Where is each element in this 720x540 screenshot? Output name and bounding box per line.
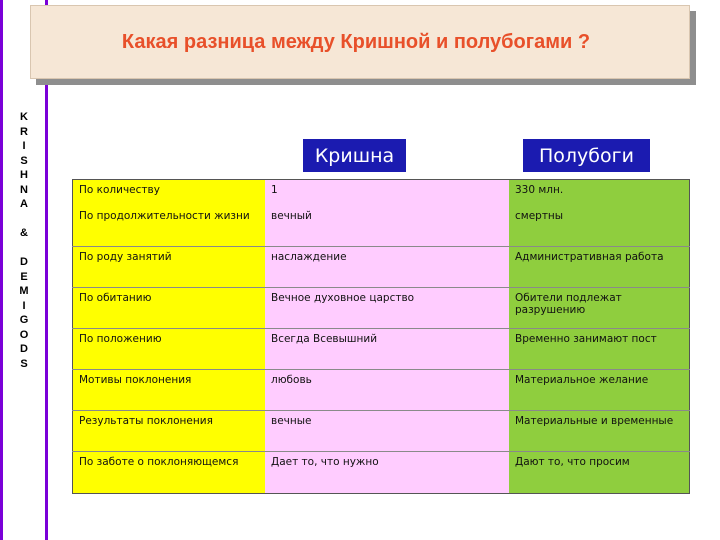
krishna-cell: Вечное духовное царство [265,288,509,329]
sidebar-letter [3,212,45,227]
demigods-cell: Административная работа [509,247,690,288]
table-row [73,411,690,452]
sidebar-letter [3,241,45,256]
table-row [73,329,690,370]
criteria-text: По продолжительности жизни [79,210,250,222]
krishna-cell: Всегда Всевышний [265,329,509,370]
table-row [73,370,690,411]
table-row [73,247,690,288]
sidebar-letter: S [20,154,28,167]
table-row [73,180,690,247]
column-header-krishna: Кришна [303,139,406,172]
sidebar-vertical-text [3,110,45,371]
comparison-table [72,179,690,494]
demigods-cell: Материальное желание [509,370,690,411]
sidebar-letter: N [20,183,28,196]
criteria-cell: По обитанию [73,288,266,329]
sidebar-letter: H [20,169,28,181]
page-title: Какая разница между Кришной и полубогами ? [121,30,591,53]
sidebar-letter: I [22,299,26,312]
sidebar-letter: & [20,227,28,239]
sidebar-letter: G [19,314,29,326]
demigods-cell: Материальные и временные [509,411,690,452]
criteria-cell: По заботе о поклоняющемся [73,452,266,494]
title-box [30,5,690,79]
sidebar-letter: S [20,357,28,370]
krishna-cell: любовь [265,370,509,411]
column-header-demigods: Полубоги [523,139,650,172]
criteria-cell: Мотивы поклонения [73,370,266,411]
demigods-cell [509,180,690,247]
demigods-cell: Временно занимают пост [509,329,690,370]
sidebar-letter: D [20,343,28,355]
table-row [73,288,690,329]
sidebar-letter: E [20,270,28,283]
sidebar-letter: R [20,125,28,138]
krishna-cell: Дает то, что нужно [265,452,509,494]
criteria-cell [73,180,266,247]
krishna-cell: вечные [265,411,509,452]
krishna-cell: наслаждение [265,247,509,288]
table-row [73,452,690,494]
krishna-cell [265,180,509,247]
sidebar-letter: O [19,328,29,341]
demigods-text: смертны [515,210,564,222]
demigods-cell: Дают то, что просим [509,452,690,494]
krishna-text: вечный [271,210,312,222]
sidebar-letter: K [20,111,28,123]
krishna-text: 1 [271,184,278,196]
criteria-cell: Результаты поклонения [73,411,266,452]
criteria-cell: По положению [73,329,266,370]
demigods-cell: Обители подлежат разрушению [509,288,690,329]
sidebar-letter: A [20,198,28,210]
sidebar-letter: I [22,140,26,152]
sidebar-letter: M [19,285,29,297]
sidebar-letter: D [20,256,28,268]
criteria-text: По количеству [79,184,160,196]
demigods-text: 330 млн. [515,184,564,196]
criteria-cell: По роду занятий [73,247,266,288]
